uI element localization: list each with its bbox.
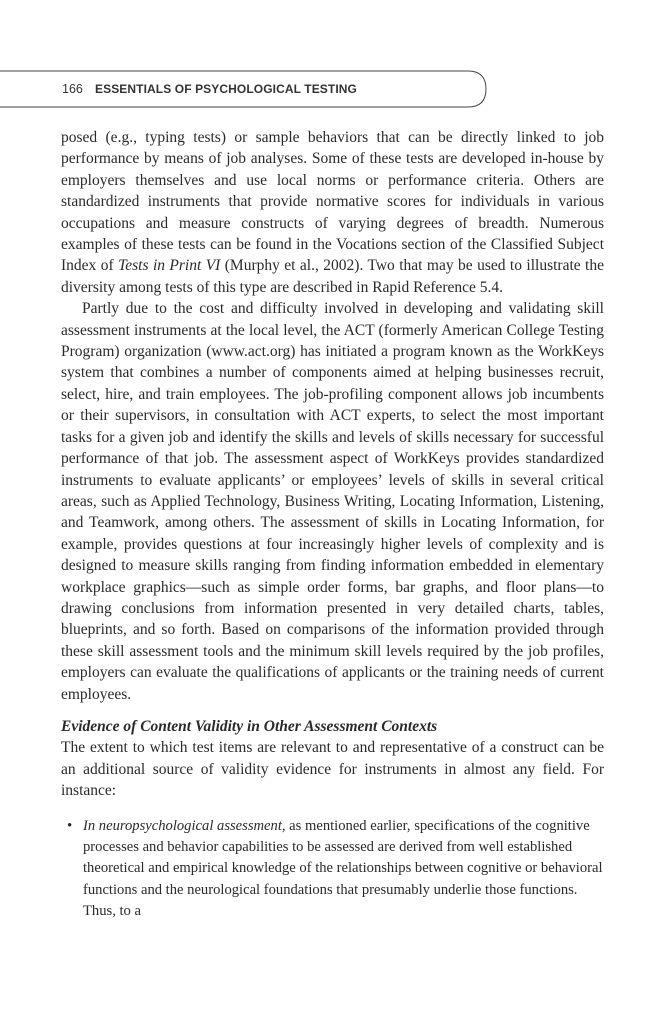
bullet-marker: • — [67, 817, 73, 834]
page-body — [61, 127, 604, 923]
paragraph-1-text-a: posed (e.g., typing tests) or sample behaviors that can be directly linked to job performance by means of job analyses. Some of these tests are developed in-house by employers themselves and use local norms or performance criteria. Others are standardized instruments that provide normative scores for individuals in various occupations and measure constructs of varying degrees of breadth. Numerous examples of these tests can be found in the Vocations section of the Classified Subject Index of — [61, 129, 604, 275]
running-title: ESSENTIALS OF PSYCHOLOGICAL TESTING — [95, 82, 357, 96]
bullet-list — [61, 816, 604, 923]
page-number: 166 — [62, 82, 83, 96]
paragraph-1 — [61, 127, 604, 298]
paragraph-3: The extent to which test items are relevant to and representative of a construct can be an additional source of validity evidence for instruments in almost any field. For instance: — [61, 739, 604, 800]
section-subheading: Evidence of Content Validity in Other Assessment Contexts — [61, 717, 438, 735]
bullet-lead: In neuropsychological assessment, — [83, 817, 286, 834]
list-item — [61, 816, 604, 923]
bullet-body: as mentioned earlier, specifications of the cognitive processes and behavior capabilities to be assessed are derived from well established theoretical and empirical knowledge of the relationships between cognitive or behavioral functions and the neurological foundations that presumably underlie those functions. Thus, to a — [83, 817, 603, 920]
book-title-tests-in-print: Tests in Print VI — [118, 257, 221, 275]
paragraph-1-text-b: (Murphy et al., 2002). Two that may be used to illustrate the diversity among tests of this type are described in Rapid Reference 5.4. — [61, 257, 604, 296]
paragraph-2: Partly due to the cost and difficulty involved in developing and validating skill assessment instruments at the local level, the ACT (formerly American College Testing Program) organization (www.act.org) has initiated a program known as the WorkKeys system that combines a number of components aimed at helping businesses recruit, select, hire, and train employees. The job-profiling component allows job incumbents or their supervisors, in consultation with ACT experts, to select the most important tasks for a given job and identify the skills and levels of skills necessary for successful performance of that job. The assessment aspect of WorkKeys provides standardized instruments to evaluate applicants’ or employees’ levels of skills in several critical areas, such as Applied Technology, Business Writing, Locating Information, Listening, and Teamwork, among others. The assessment of skills in Locating Information, for example, provides questions at four increasingly higher levels of complexity and is designed to measure skills ranging from finding information embedded in elementary workplace graphics—such as simple order forms, bar graphs, and floor plans—to drawing conclusions from information presented in very detailed charts, tables, blueprints, and so forth. Based on comparisons of the information provided through these skill assessment tools and the minimum skill levels required by the job profiles, employers can evaluate the qualifications of applicants or the training needs of current employees. — [61, 300, 604, 703]
bullet-text — [83, 816, 604, 923]
